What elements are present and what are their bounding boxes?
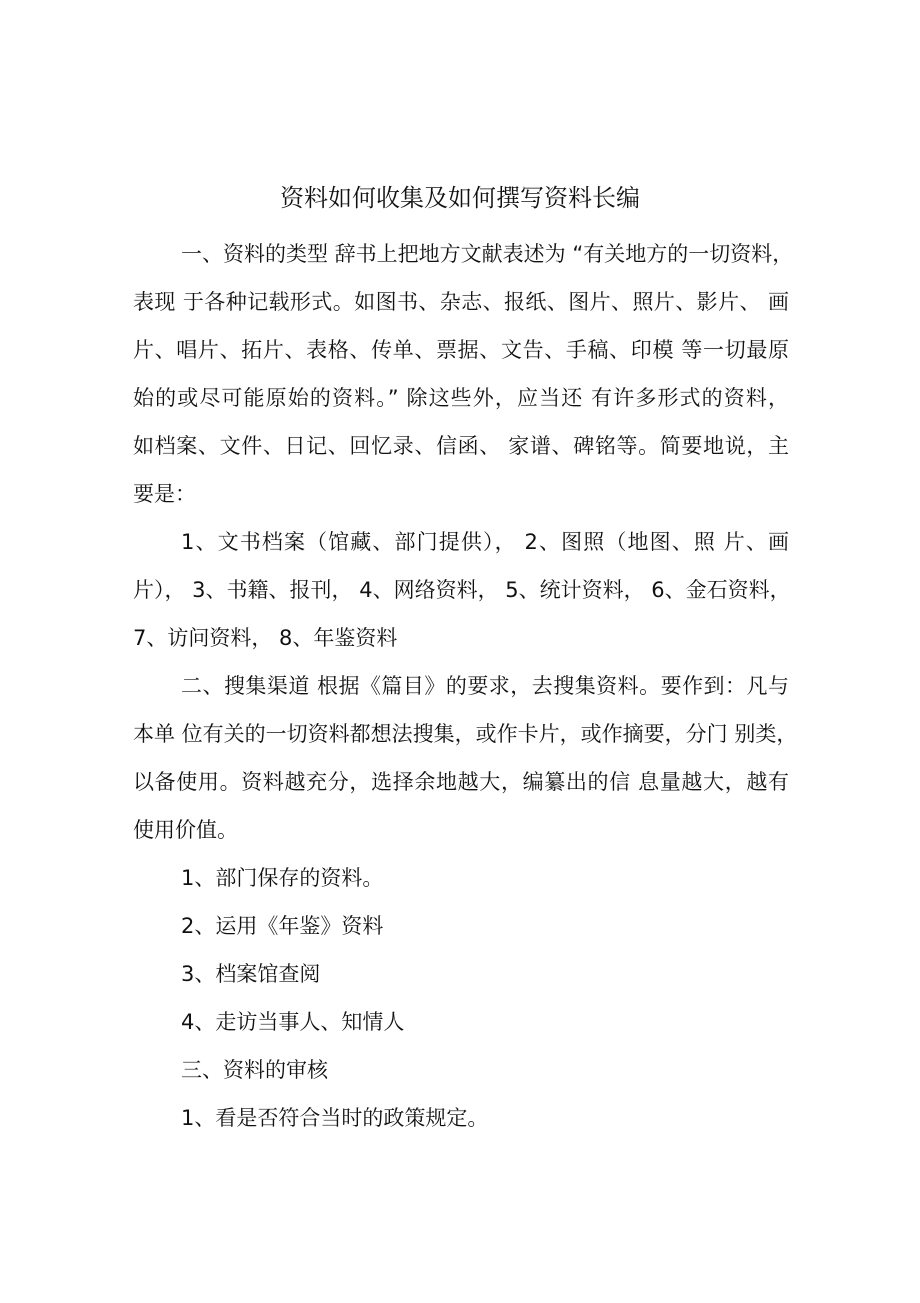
- paragraph-line: 三、资料的审核: [181, 1058, 328, 1082]
- paragraph-line: 使用价值。: [133, 818, 238, 842]
- paragraph-line: 本单 位有关的一切资料都想法搜集，或作卡片，或作摘要，分门 别类，: [133, 722, 798, 746]
- paragraph-line: 片）， 3、书籍、报刊， 4、网络资料， 5、统计资料， 6、金石资料，: [133, 578, 791, 602]
- paragraph: [133, 230, 794, 518]
- paragraph-line: 表现 于各种记载形式。如图书、杂志、报纸、图片、照片、影片、 画: [133, 290, 789, 314]
- paragraph-line: 1、文书档案（馆藏、部门提供）， 2、图照（地图、照 片、画: [181, 530, 789, 554]
- paragraph-line: 如档案、文件、日记、回忆录、信函、 家谱、碑铭等。简要地说，主: [133, 434, 789, 458]
- document-body: [133, 230, 798, 1142]
- paragraph-line: 2、运用《年鉴》资料: [181, 914, 384, 938]
- paragraph-line: 4、走访当事人、知情人: [181, 1010, 405, 1034]
- paragraph-line: 1、部门保存的资料。: [181, 866, 384, 890]
- paragraph: [133, 950, 789, 998]
- paragraph-line: 7、访问资料， 8、年鉴资料: [133, 626, 398, 650]
- paragraph-line: 二、搜集渠道 根据《篇目》的要求，去搜集资料。要作到：凡与: [181, 674, 789, 698]
- paragraph-line: 片、唱片、拓片、表格、传单、票据、文告、手稿、印模 等一切最原: [133, 338, 789, 362]
- paragraph: [133, 998, 789, 1046]
- paragraph-line: 1、看是否符合当时的政策规定。: [181, 1106, 489, 1130]
- document-title: 资料如何收集及如何撰写资料长编: [280, 184, 640, 212]
- paragraph: [133, 1094, 789, 1142]
- paragraph-line: 一、资料的类型 辞书上把地方文献表述为 “有关地方的一切资料，: [181, 242, 794, 266]
- paragraph: [133, 902, 789, 950]
- paragraph: [133, 1046, 789, 1094]
- paragraph-line: 始的或尽可能原始的资料。” 除这些外，应当还 有许多形式的资料，: [133, 386, 789, 410]
- paragraph-line: 以备使用。资料越充分，选择余地越大，编纂出的信 息量越大，越有: [133, 770, 789, 794]
- paragraph: [133, 854, 789, 902]
- paragraph: [133, 662, 798, 854]
- paragraph-line: 3、档案馆查阅: [181, 962, 321, 986]
- paragraph-line: 要是：: [133, 482, 196, 506]
- paragraph: [133, 518, 789, 662]
